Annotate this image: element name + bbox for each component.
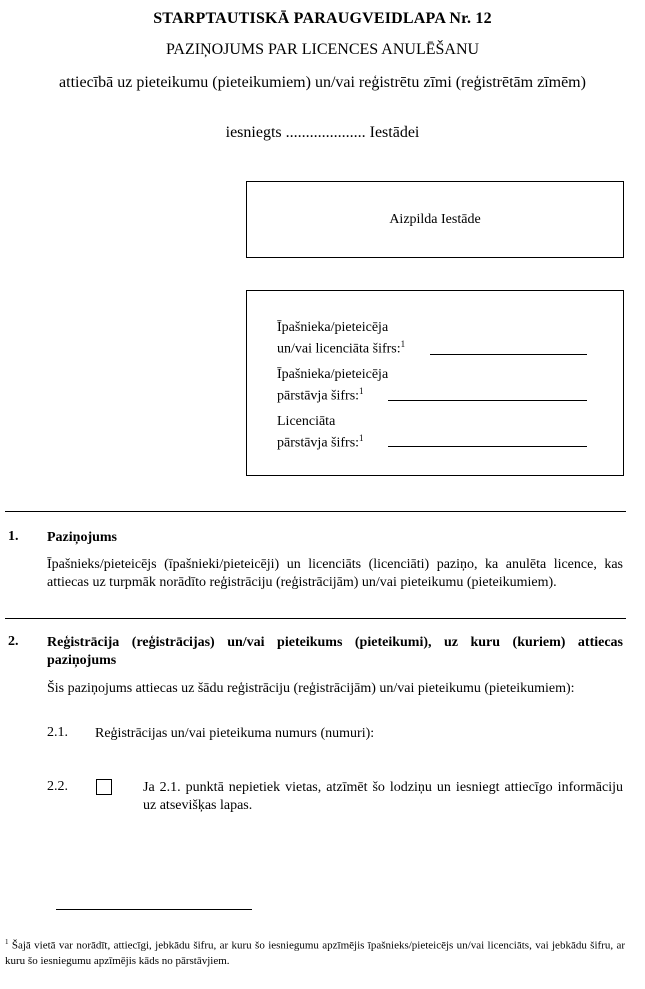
- section2-heading: Reģistrācija (reģistrācijas) un/vai pieteikums (pieteikumi), uz kuru (kuriem) attiecas paziņojums: [47, 635, 623, 668]
- licensee-rep-code-label: Licenciāta pārstāvja šifrs:$^1$: [277, 414, 364, 451]
- item-2-1-text: Reģistrācijas un/vai pieteikuma numurs (numuri):: [95, 726, 375, 741]
- item-2-2-text: Ja 2.1. punktā nepietiek vietas, atzīmēt šo lodziņu un iesniegt attiecīgo informāciju uz atsevišķas lapas.: [143, 780, 623, 813]
- owner-rep-code-field[interactable]: [388, 400, 587, 401]
- section-divider: [5, 618, 626, 619]
- footnote-separator: [56, 909, 252, 910]
- section1-number: 1.: [8, 529, 19, 544]
- office-use-box: [246, 181, 624, 258]
- section-divider: [5, 511, 626, 512]
- form-title: STARPTAUTISKĀ PARAUGVEIDLAPA Nr. 12: [153, 10, 492, 27]
- item-2-2-number: 2.2.: [47, 779, 68, 794]
- section2-number: 2.: [8, 634, 19, 649]
- section2-text: Šis paziņojums attiecas uz šādu reģistrāciju (reģistrācijām) un/vai pieteikumu (pieteikumiem):: [47, 681, 575, 696]
- reference-codes-box: [246, 290, 624, 476]
- footnote-text: Šajā vietā var norādīt, attiecīgi, jebkādu šifru, ar kuru šo iesniegumu apzīmējis īpašnieks/pieteicējs un/vai licenciāts, vai jebkādu šifru, ar kuru šo iesniegumu apzīmējis kāds no pārstāvjiem.: [5, 939, 626, 967]
- form-subtitle: PAZIŅOJUMS PAR LICENCES ANULĒŠANU: [165, 41, 480, 58]
- footnote: [5, 935, 625, 969]
- section1-heading: Paziņojums: [47, 530, 117, 545]
- owner-code-label: Īpašnieka/pieteicēja un/vai licenciāta šifrs:$^1$: [277, 320, 406, 357]
- extra-sheet-checkbox[interactable]: [96, 779, 112, 795]
- submitted-to-line: iesniegts .................... Iestādei: [225, 124, 420, 141]
- form-scope-line: attiecībā uz pieteikumu (pieteikumiem) un/vai reģistrētu zīmi (reģistrētām zīmēm): [59, 74, 586, 91]
- item-2-1-number: 2.1.: [47, 725, 68, 740]
- section1-text: Īpašnieks/pieteicējs (īpašnieki/pieteicēji) un licenciāts (licenciāti) paziņo, ka anulēta licence, kas attiecas uz turpmāk norādīto reģistrāciju (reģistrācijām) un/vai pieteikumu (pieteikumiem).: [47, 557, 623, 590]
- owner-code-field[interactable]: [430, 354, 587, 355]
- office-use-label: Aizpilda Iestāde: [389, 212, 481, 227]
- footnote-mark: 1: [5, 938, 9, 946]
- licensee-rep-code-field[interactable]: [388, 446, 587, 447]
- owner-rep-code-label: Īpašnieka/pieteicēja pārstāvja šifrs:$^1$: [277, 367, 389, 404]
